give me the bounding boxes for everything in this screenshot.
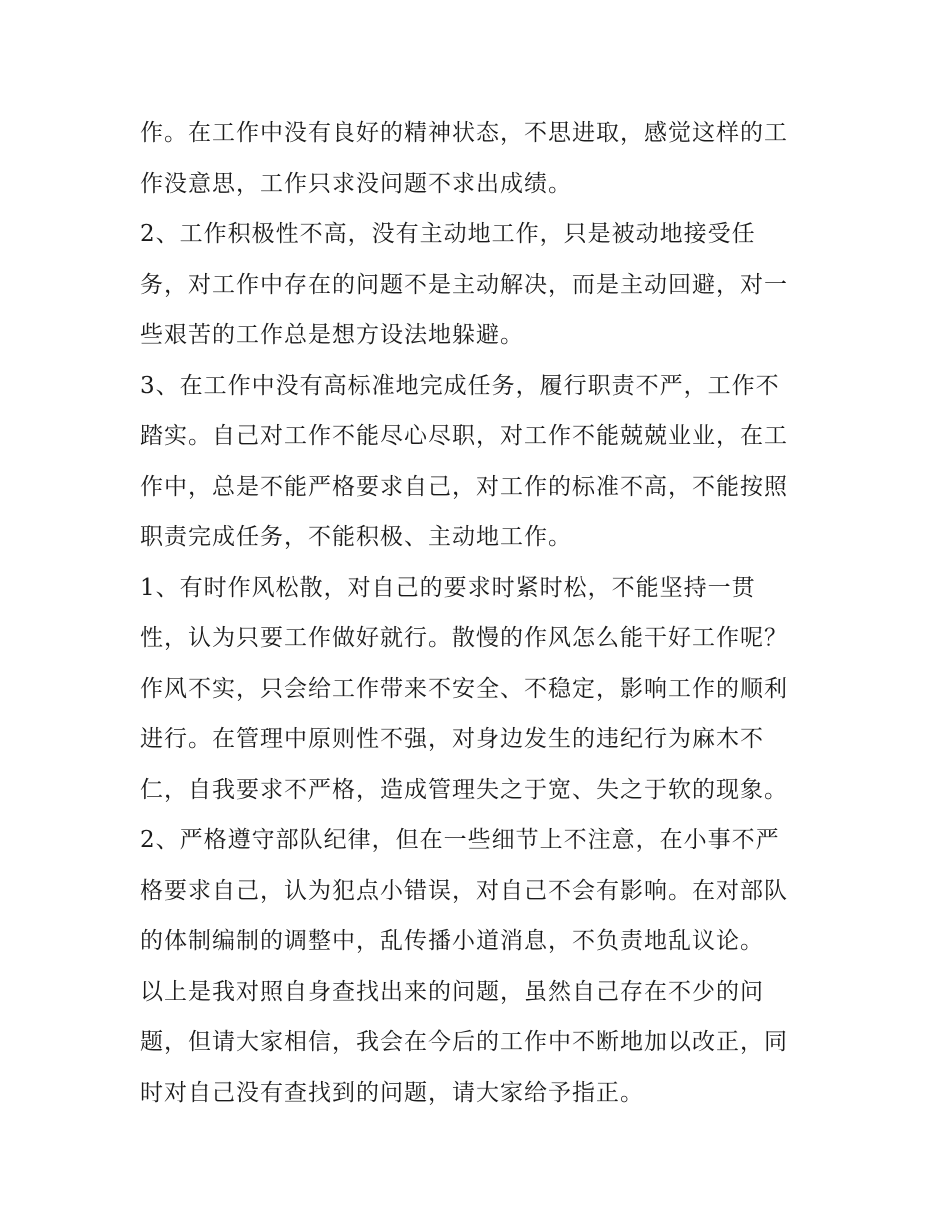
text-line: 3、在工作中没有高标准地完成任务，履行职责不严，工作不 bbox=[140, 372, 780, 399]
text-line: 2、工作积极性不高，没有主动地工作，只是被动地接受任 bbox=[140, 221, 756, 247]
text-line: 作风不实，只会给工作带来不安全、不稳定，影响工作的顺利 bbox=[140, 675, 788, 702]
text-line: 职责完成任务，不能积极、主动地工作。 bbox=[140, 524, 572, 550]
text-line: 务，对工作中存在的问题不是主动解决，而是主动回避，对一 bbox=[140, 271, 788, 298]
text-line: 时对自己没有查找到的问题，请大家给予指正。 bbox=[140, 1079, 644, 1106]
text-line: 的体制编制的调整中，乱传播小道消息，不负责地乱议论。 bbox=[140, 928, 764, 954]
text-line: 进行。在管理中原则性不强，对身边发生的违纪行为麻木不 bbox=[140, 726, 764, 752]
text-line: 仁，自我要求不严格，造成管理失之于宽、失之于软的现象。 bbox=[140, 776, 788, 803]
text-line: 性，认为只要工作做好就行。散慢的作风怎么能干好工作呢？ bbox=[140, 625, 788, 651]
text-line: 题，但请大家相信，我会在今后的工作中不断地加以改正，同 bbox=[140, 1029, 788, 1055]
text-line: 作没意思，工作只求没问题不求出成绩。 bbox=[140, 170, 572, 197]
text-line: 作。在工作中没有良好的精神状态，不思进取，感觉这样的工 bbox=[140, 120, 788, 146]
text-line: 2、严格遵守部队纪律，但在一些细节上不注意，在小事不严 bbox=[140, 827, 780, 853]
text-line: 些艰苦的工作总是想方设法地躲避。 bbox=[140, 322, 524, 348]
text-line: 作中，总是不能严格要求自己，对工作的标准不高，不能按照 bbox=[140, 473, 788, 500]
text-line: 1、有时作风松散，对自己的要求时紧时松，不能坚持一贯 bbox=[140, 574, 756, 601]
text-line: 踏实。自己对工作不能尽心尽职，对工作不能兢兢业业，在工 bbox=[140, 423, 788, 449]
document-body bbox=[140, 108, 820, 1118]
text-line: 以上是我对照自身查找出来的问题，虽然自己存在不少的问 bbox=[140, 978, 764, 1005]
text-line: 格要求自己，认为犯点小错误，对自己不会有影响。在对部队 bbox=[140, 877, 788, 904]
